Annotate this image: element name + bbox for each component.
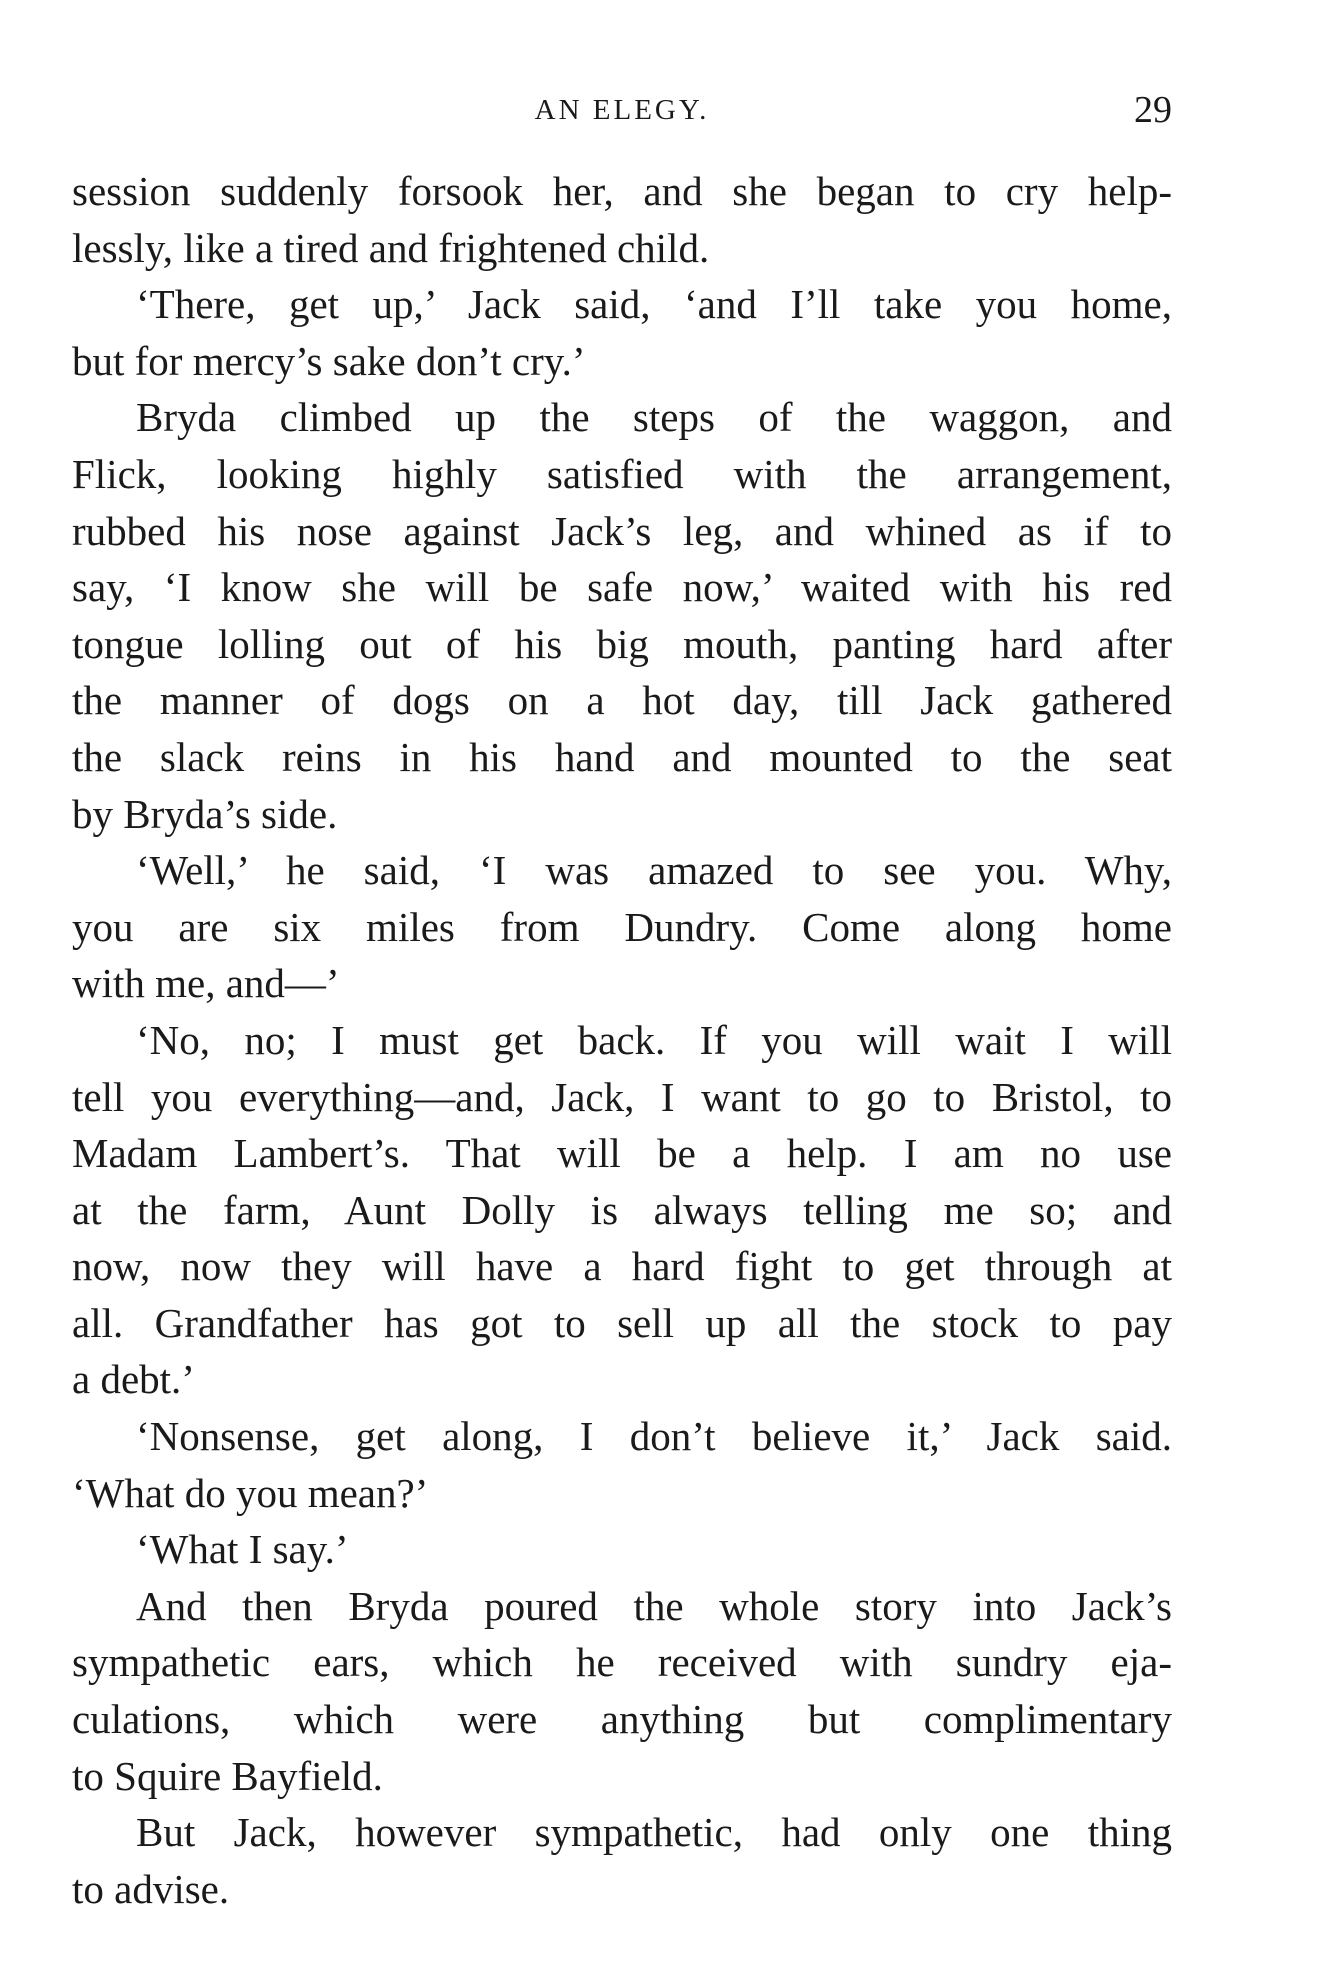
text-line: ‘There, get up,’ Jack said, ‘and I’ll take you home,	[136, 281, 1172, 328]
page-number: 29	[1134, 89, 1172, 131]
text-line: But Jack, however sympathetic, had only one thing	[136, 1809, 1172, 1856]
running-head	[72, 88, 1172, 138]
text-line: ‘Nonsense, get along, I don’t believe it,’ Jack said.	[136, 1413, 1172, 1460]
text-line: you are six miles from Dundry. Come along home	[72, 903, 1172, 950]
text-line: tongue lolling out of his big mouth, panting hard after	[72, 620, 1172, 667]
text-line: the slack reins in his hand and mounted to the seat	[72, 733, 1172, 780]
text-line: And then Bryda poured the whole story into Jack’s	[136, 1582, 1172, 1629]
text-line: ‘What do you mean?’	[72, 1469, 429, 1516]
text-line: ‘No, no; I must get back. If you will wait I will	[136, 1016, 1172, 1063]
text-line: with me, and—’	[72, 960, 340, 1007]
text-line: but for mercy’s sake don’t cry.’	[72, 337, 586, 384]
text-line: to Squire Bayfield.	[72, 1752, 383, 1799]
text-line: all. Grandfather has got to sell up all the stock to pay	[72, 1299, 1172, 1346]
running-title: AN ELEGY.	[534, 94, 710, 126]
text-line: the manner of dogs on a hot day, till Jack gathered	[72, 677, 1172, 724]
text-line: session suddenly forsook her, and she began to cry help-	[72, 168, 1172, 214]
text-line: by Bryda’s side.	[72, 790, 338, 837]
text-line: say, ‘I know she will be safe now,’ waited with his red	[72, 564, 1172, 611]
text-line: at the farm, Aunt Dolly is always telling me so; and	[72, 1186, 1172, 1233]
text-line: Flick, looking highly satisfied with the arrangement,	[72, 450, 1172, 497]
text-line: a debt.’	[72, 1356, 195, 1403]
text-line: to advise.	[72, 1865, 230, 1912]
text-line: rubbed his nose against Jack’s leg, and whined as if to	[72, 507, 1172, 554]
text-line: culations, which were anything but complimentary	[72, 1696, 1172, 1743]
body-text	[72, 163, 1172, 1917]
text-line: now, now they will have a hard fight to get through at	[72, 1243, 1172, 1290]
text-line: Madam Lambert’s. That will be a help. I am no use	[72, 1130, 1172, 1177]
text-line: tell you everything—and, Jack, I want to go to Bristol, to	[72, 1073, 1172, 1120]
text-line: sympathetic ears, which he received with sundry eja-	[72, 1639, 1172, 1686]
text-line: ‘Well,’ he said, ‘I was amazed to see you. Why,	[136, 847, 1172, 894]
text-line: ‘What I say.’	[136, 1526, 349, 1573]
text-line: lessly, like a tired and frightened child.	[72, 224, 710, 271]
text-line: Bryda climbed up the steps of the waggon, and	[136, 394, 1172, 441]
